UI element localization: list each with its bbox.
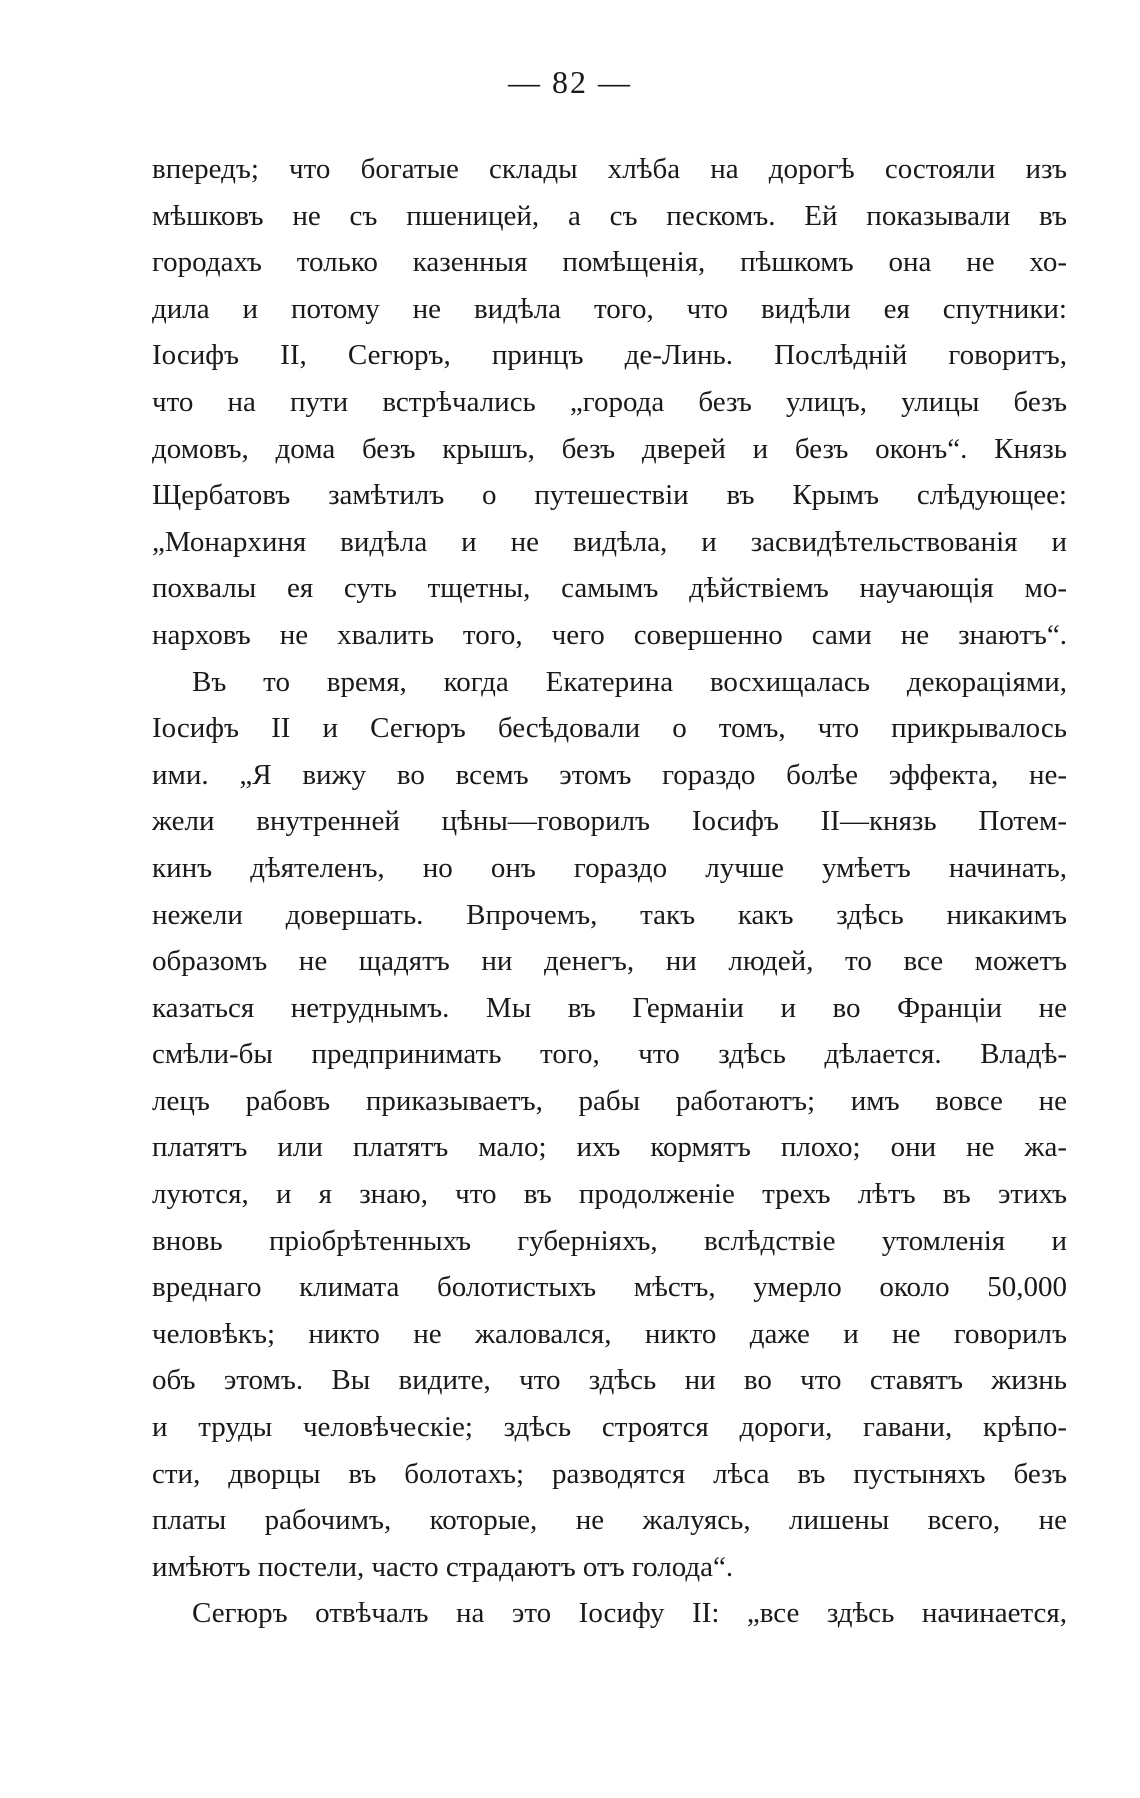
text-line: городахъ только казенныя помѣщенія, пѣшкомъ она не хо- [152, 246, 1067, 279]
text-line: дила и потому не видѣла того, что видѣли ея спутники: [152, 292, 1067, 325]
text-line: образомъ не щадятъ ни денегъ, ни людей, то все можетъ [152, 945, 1067, 978]
text-line: Сегюръ отвѣчалъ на это Іосифу II: „все здѣсь начинается, [192, 1597, 1067, 1630]
text-line: лецъ рабовъ приказываетъ, рабы работаютъ; имъ вовсе не [152, 1084, 1067, 1117]
text-line: жели внутренней цѣны—говорилъ Іосифъ II—князь Потем- [152, 805, 1067, 838]
text-line: смѣли-бы предпринимать того, что здѣсь дѣлается. Владѣ- [152, 1038, 1067, 1071]
text-line: похвалы ея суть тщетны, самымъ дѣйствіемъ научающія мо- [152, 572, 1067, 605]
text-line: вреднаго климата болотистыхъ мѣстъ, умерло около 50,000 [152, 1271, 1067, 1304]
text-line: луются, и я знаю, что въ продолженіе трехъ лѣтъ въ этихъ [152, 1178, 1067, 1211]
text-line: Щербатовъ замѣтилъ о путешествіи въ Крымъ слѣдующее: [152, 479, 1067, 512]
text-line: что на пути встрѣчались „города безъ улицъ, улицы безъ [152, 385, 1067, 418]
text-line: „Монархиня видѣла и не видѣла, и засвидѣтельствованія и [152, 525, 1067, 558]
text-line: нежели довершать. Впрочемъ, такъ какъ здѣсь никакимъ [152, 898, 1067, 931]
text-line: домовъ, дома безъ крышъ, безъ дверей и безъ оконъ“. Князь [152, 432, 1067, 465]
text-line: Іосифъ II и Сегюръ бесѣдовали о томъ, что прикрывалось [152, 712, 1067, 745]
page-number: — 82 — [508, 64, 632, 100]
text-line: объ этомъ. Вы видите, что здѣсь ни во что ставятъ жизнь [152, 1364, 1067, 1397]
text-line: мѣшковъ не съ пшеницей, а съ пескомъ. Ей показывали въ [152, 199, 1067, 232]
text-line: сти, дворцы въ болотахъ; разводятся лѣса въ пустыняхъ безъ [152, 1457, 1067, 1490]
text-line: ими. „Я вижу во всемъ этомъ гораздо болѣе эффекта, не- [152, 758, 1067, 791]
text-line: впередъ; что богатые склады хлѣба на дорогѣ состояли изъ [152, 153, 1067, 185]
text-line: Іосифъ II, Сегюръ, принцъ де-Линь. Послѣдній говоритъ, [152, 339, 1067, 372]
text-line: нарховъ не хвалить того, чего совершенно сами не знаютъ“. [152, 618, 1067, 651]
text-line: кинъ дѣятеленъ, но онъ гораздо лучше умѣетъ начинать, [152, 851, 1067, 884]
text-line: человѣкъ; никто не жаловался, никто даже и не говорилъ [152, 1317, 1067, 1350]
text-line: платятъ или платятъ мало; ихъ кормятъ плохо; они не жа- [152, 1131, 1067, 1164]
text-line: и труды человѣческіе; здѣсь строятся дороги, гавани, крѣпо- [152, 1411, 1067, 1444]
text-line: Въ то время, когда Екатерина восхищалась декораціями, [192, 665, 1067, 698]
text-line: имѣютъ постели, часто страдаютъ отъ голода“. [152, 1550, 734, 1583]
text-line: казаться нетруднымъ. Мы въ Германіи и во Франціи не [152, 991, 1067, 1024]
body-text [152, 146, 1067, 1637]
text-line: платы рабочимъ, которые, не жалуясь, лишены всего, не [152, 1504, 1067, 1537]
text-line: вновь пріобрѣтенныхъ губерніяхъ, вслѣдствіе утомленія и [152, 1224, 1067, 1257]
